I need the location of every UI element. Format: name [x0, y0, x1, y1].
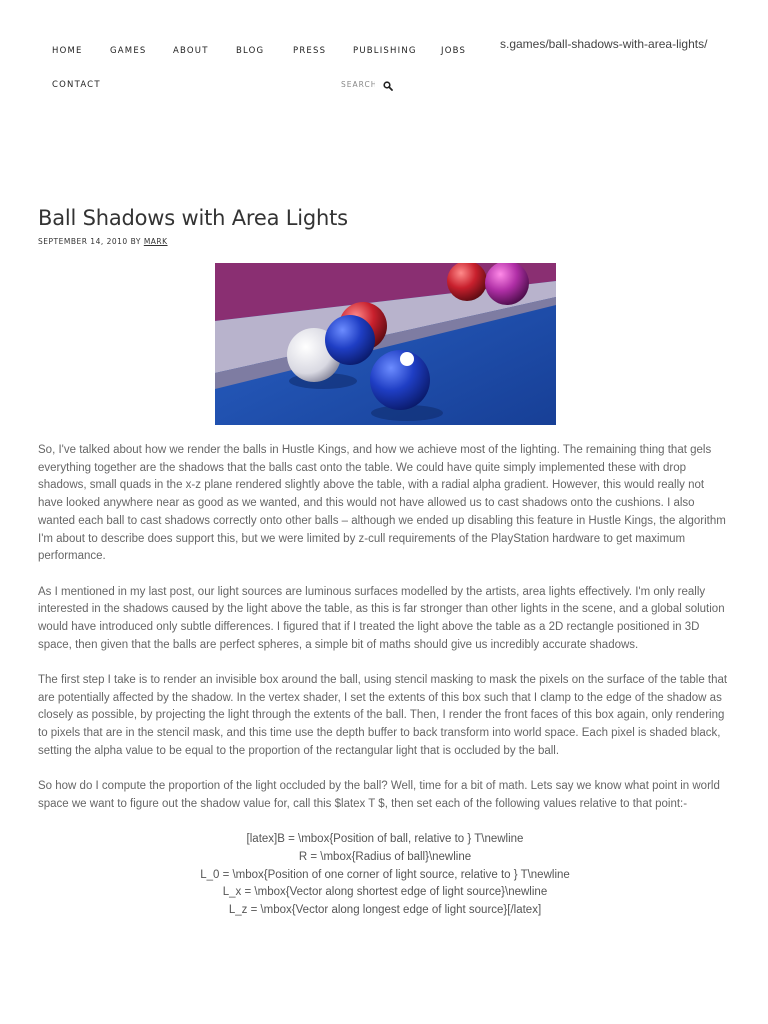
- post-content: [38, 442, 732, 920]
- post-by: BY: [130, 237, 141, 246]
- nav-games-link[interactable]: GAMES: [110, 46, 147, 56]
- post-title: Ball Shadows with Area Lights: [38, 206, 348, 230]
- math-block: [38, 831, 732, 920]
- math-line: L_0 = \mbox{Position of one corner of light source, relative to } T\newline: [200, 868, 570, 881]
- nav-jobs-link[interactable]: JOBS: [441, 46, 467, 56]
- search-icon[interactable]: [383, 78, 395, 90]
- nav-contact-link[interactable]: CONTACT: [52, 80, 101, 90]
- hero-image: [215, 263, 556, 425]
- nav-press-link[interactable]: PRESS: [293, 46, 327, 56]
- url-overlay: s.games/ball-shadows-with-area-lights/: [500, 37, 708, 51]
- paragraph: So how do I compute the proportion of the light occluded by the ball? Well, time for a bit of math. Lets say we know what point in world space we want to figure out the shadow value for, call this $latex T $, then set each of the following values relative to that point:-: [38, 780, 720, 810]
- math-line: L_x = \mbox{Vector along shortest edge of light source}\newline: [222, 886, 548, 899]
- site-navigation: [0, 0, 768, 110]
- author-link[interactable]: MARK: [143, 237, 168, 246]
- post-date: SEPTEMBER 14, 2010: [38, 237, 128, 246]
- math-line: L_z = \mbox{Vector along longest edge of light source}[/latex]: [228, 904, 542, 917]
- nav-blog-link[interactable]: BLOG: [236, 46, 265, 56]
- billiard-balls-illustration: [215, 263, 556, 425]
- nav-about-link[interactable]: ABOUT: [173, 46, 209, 56]
- paragraph: The first step I take is to render an invisible box around the ball, using stencil masking to mask the pixels on the surface of the table that are potentially affected by the shadow. In the vertex shader, I set the extents of this box such that I clamp to the edge of the shadow as closely as possible, by projecting the light through the extents of the ball. Then, I render the front faces of this box again, only rendering to pixels that are in the stencil mask, and this time use the depth buffer to back transform into world space. Each pixel is shaded black, setting the alpha value to be equal to the proportion of the rectangular light that is occluded by the ball.: [38, 673, 728, 757]
- math-line: R = \mbox{Radius of ball}\newline: [298, 850, 472, 863]
- paragraph: So, I've talked about how we render the balls in Hustle Kings, and how we achieve most of the lighting. The remaining thing that gels everything together are the shadows that the balls cast onto the table. We could have quite simply implemented these with drop shadows, small quads in the x-z plane rendered slightly above the table, with a radial alpha gradient. However, this would really not have looked anywhere near as good as we wanted, and this would not have allowed us to cast shadows onto the cushions. I also wanted each ball to cast shadows correctly onto other balls – although we ended up disabling this feature in Hustle Kings, the algorithm I'm about to describe does support this, but we were limited by z-cull requirements of the PlayStation hardware to get maximum performance.: [38, 444, 726, 563]
- nav-publishing-link[interactable]: PUBLISHING: [353, 46, 417, 56]
- search-box: [341, 78, 395, 90]
- paragraph: As I mentioned in my last post, our light sources are luminous surfaces modelled by the artists, area lights effectively. I'm only really interested in the shadows caused by the light above the table, as this is far stronger than other lights in the scene, and a global solution would have introduced only subtle differences. I figured that if I treated the light above the table as a 2D rectangle positioned in 3D space, then given that the balls are perfect spheres, a simple bit of maths should give us incredibly accurate shadows.: [38, 585, 725, 651]
- math-line: [latex]B = \mbox{Position of ball, relative to } T\newline: [246, 833, 524, 846]
- nav-home-link[interactable]: HOME: [52, 46, 83, 56]
- search-input[interactable]: [341, 80, 375, 89]
- post-meta: [38, 237, 168, 246]
